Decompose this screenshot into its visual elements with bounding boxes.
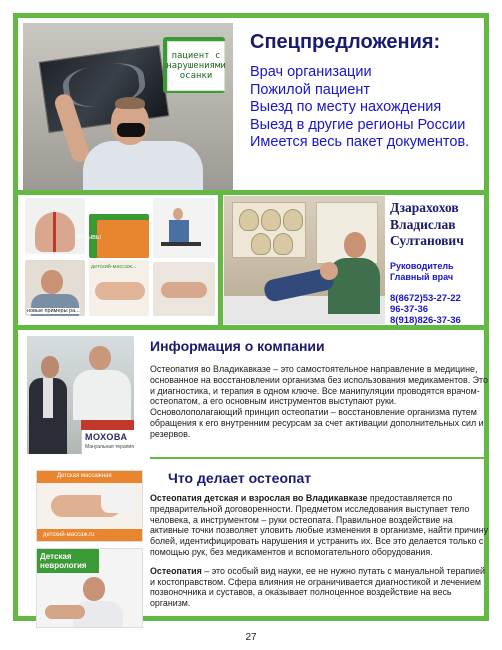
divider-top	[18, 190, 484, 195]
company-info	[150, 338, 490, 458]
divider-vertical	[218, 195, 223, 325]
collage-tile-massage	[89, 260, 149, 316]
collage-tile-back	[25, 198, 85, 254]
special-offers-title: Спецпредложения:	[250, 31, 441, 53]
osteopath-p2-bold: Остеопатия	[150, 565, 202, 576]
man-head	[41, 356, 59, 378]
child-on-couch	[45, 605, 85, 619]
reviews-label: отзывы	[77, 234, 101, 241]
treatment-collage	[23, 196, 218, 318]
neurology-photo	[36, 548, 143, 628]
special-offer-item: Пожилой пациент	[250, 81, 370, 98]
athlete-head	[173, 208, 183, 220]
special-offers-list	[250, 64, 489, 152]
special-offer-item: Выезд в другие регионы России	[250, 116, 466, 133]
massage-photo-caption: Детская массажная	[57, 473, 112, 479]
therapist-hands	[101, 487, 135, 513]
doctor-phones	[390, 293, 490, 326]
divider-thin	[150, 457, 484, 459]
posture-badge-text: пациент с нарушениями осанки	[166, 51, 226, 81]
patient-head	[41, 270, 63, 294]
book-title: МОХОВА	[85, 432, 128, 442]
skull	[239, 209, 259, 231]
company-photo	[27, 336, 134, 454]
exercise-bench	[161, 242, 201, 246]
skull	[251, 233, 271, 255]
book-subtitle: Мануальная терапия	[85, 444, 134, 450]
spine-line	[53, 212, 56, 252]
skull	[283, 209, 303, 231]
collage-tile-therapy	[153, 262, 215, 316]
collage-caption-mid: детский-массаж...	[91, 264, 137, 270]
doctor-xray-photo	[23, 23, 233, 190]
doctor-patronymic: Султанович	[390, 233, 464, 248]
doctor-role-line: Главный врач	[390, 271, 454, 282]
company-info-text: Остеопатия во Владикавказе – это самостоятельное направление в медицине, основанное на восстановлении организма без использования медикаментов. Это и диагностика, и терапия в одном ключе. Все манипуляции проводятся врачом-остеопатом, а его основным инструментов выступают руки. Основолополагающий принцип остеопатии – восстановление организма путем обращения к его внутренним ресурсам за счет активации дополнительных сил и резервов.	[150, 364, 488, 439]
doctor-role	[390, 261, 490, 283]
doctor-hair	[115, 97, 145, 109]
osteopath-paragraph-1	[150, 493, 490, 558]
osteopath-section-header	[168, 470, 468, 492]
book-band	[81, 420, 134, 430]
osteopath-p1-bold: Остеопатия детская и взрослая во Владикавказе	[150, 493, 368, 503]
doctor-head	[89, 346, 111, 370]
osteopath-paragraph-2	[150, 566, 490, 609]
osteopath-p1-rest: предоставляется по предварительной договоренности. Предметом исследования выступает тело человека, а инструментом – руки остеопата. Правильное воздействие на активные точки позволяет уловить любые изменения в организме, найти причину болей, идентифицировать нарушения и устранить их. Все это делается только с помощью рук, без медикаментов и вспомогательного оборудования.	[150, 493, 489, 557]
phone-number[interactable]: 8(8672)53-27-22	[390, 292, 461, 304]
doctor-coat	[73, 370, 131, 420]
osteopath-title: Что делает остеопат	[168, 470, 312, 486]
doctor-surname: Дзарахохов	[390, 200, 459, 215]
baby-illustration	[95, 282, 145, 300]
phone-number[interactable]: 96-37-36	[390, 303, 429, 315]
doctor-head	[83, 577, 105, 601]
doctor-firstname: Владислав	[390, 216, 456, 232]
face-mask	[117, 123, 145, 137]
doctor-info	[390, 200, 490, 330]
collage-caption-left: новые примеры ра...	[27, 308, 80, 314]
massage-photo	[36, 470, 143, 542]
page-number: 27	[245, 632, 257, 643]
doctor-name	[390, 200, 490, 250]
doctor-body	[83, 141, 203, 190]
massage-photo-footer: детский-массаж.ru	[43, 532, 95, 538]
special-offer-item: Имеется весь пакет документов.	[250, 134, 470, 150]
company-info-title: Информация о компании	[150, 338, 325, 354]
doctor-with-child-photo	[224, 196, 385, 324]
neurology-label: Детская неврология	[40, 552, 87, 570]
page-frame	[13, 13, 489, 621]
man-shirt	[43, 378, 53, 418]
divider-middle	[18, 325, 484, 330]
osteopath-p2-rest: – это особый вид науки, ее не нужно путать с мануальной терапией и костоправством. Сфера влияния не ограничивается диагностикой и лечением позвоночника и суставов, а оказывает полноценное воздействие на весь организм.	[150, 565, 485, 609]
athlete-body	[169, 220, 189, 242]
doctor-role-line: Руководитель	[390, 260, 454, 271]
therapy-illustration	[161, 282, 207, 298]
phone-number[interactable]: 8(918)826-37-36	[390, 314, 461, 326]
collage-tile-exercise	[153, 198, 215, 258]
skull-chart	[232, 202, 306, 258]
doctor-head	[344, 232, 366, 258]
special-offer-item: Выезд по месту нахождения	[250, 99, 442, 115]
reviews-tile-orange	[97, 220, 149, 258]
skull	[273, 233, 293, 255]
child-head	[320, 262, 338, 280]
special-offers	[240, 23, 489, 190]
skull	[261, 209, 281, 231]
special-offer-item: Врач организации	[250, 64, 372, 80]
posture-badge	[167, 41, 225, 91]
collage-tile-neck	[25, 260, 85, 316]
osteopath-text	[150, 493, 490, 623]
